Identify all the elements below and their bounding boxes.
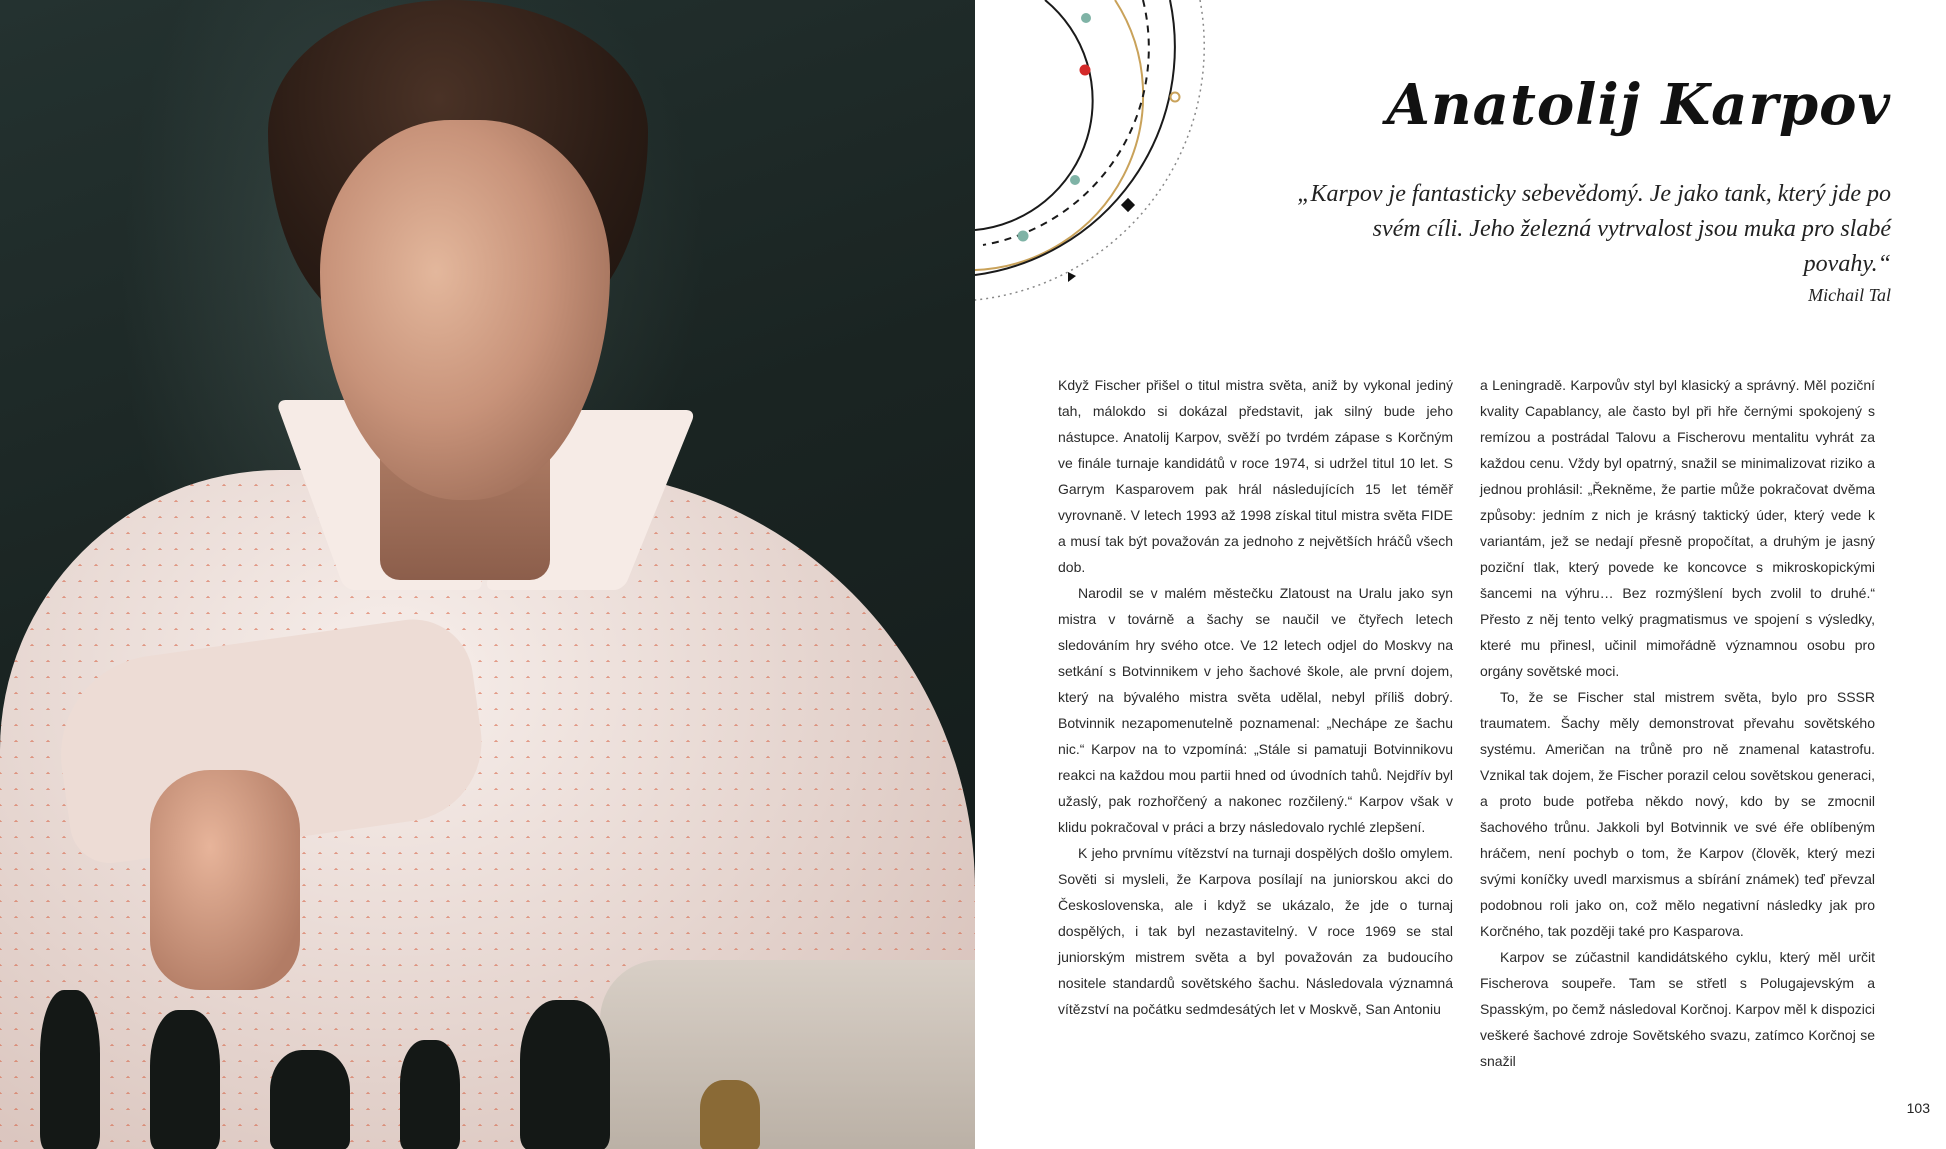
paragraph: Když Fischer přišel o titul mistra světa, aniž by vykonal jediný tah, málokdo si dokázal představit, jak silný bude jeho nástupce. Anatolij Karpov, svěží po tvrdém zápase s Korčným ve finále turnaje kandidátů v roce 1974, si udržel titul 10 let. S Garrym Kasparovem pak hrál následujících 15 let téměř vyrovnaně. V letech 1993 až 1998 získal titul mistra světa FIDE a musí tak být považován za jednoho z největších hráčů všech dob.	[1058, 377, 1453, 575]
chess-piece-icon	[40, 990, 100, 1149]
chess-piece-icon	[150, 1010, 220, 1149]
text-page	[975, 0, 1946, 1149]
paragraph: a Leningradě. Karpovův styl byl klasický a správný. Měl poziční kvality Capablancy, ale často byl při hře černými spokojený s remízou a postrádal Talovu a Fischerovu mentalitu vyhrát za každou cenu. Vždy byl opatrný, snažil se minimalizovat riziko a jednou prohlásil: „Řekněme, že partie může pokračovat dvěma způsoby: jedním z nich je krásný taktický úder, který vede k variantám, jež se nedají přesně propočítat, a druhým je jasný poziční tlak, který povede ke koncovce s mikroskopickými šancemi na výhru… Bez rozmýšlení bych zvolil to druhé.“ Přesto z něj tento velký pragmatismus ve spojení s výsledky, které mu přinesl, učinil mimořádně významnou osobu pro orgány sovětské moci.	[1480, 377, 1875, 679]
page-number: 103	[1906, 1100, 1930, 1116]
paragraph: Karpov se zúčastnil kandidátského cyklu, který měl určit Fischerova soupeře. Tam se střetl s Polugajevským a Spasským, po čemž následoval Korčnoj. Karpov měl k dispozici veškeré šachové zdroje Sovětského svazu, zatímco Korčnoj se snažil	[1480, 949, 1875, 1069]
paragraph: To, že se Fischer stal mistrem světa, bylo pro SSSR traumatem. Šachy měly demonstrovat převahu sovětského systému. Američan na trůně pro ně znamenal katastrofu. Vznikal tak dojem, že Fischer porazil celou sovětskou generaci, a proto bude potřeba někdo nový, kdo by se zmocnil šachového trůnu. Jakkoli byl Botvinnik ve své éře oblíbeným hráčem, není pochyb o tom, že Karpov (člověk, který mezi svými koníčky uvedl marxismus a sbírání známek) teď převzal podobnou roli jako on, což mělo negativní následky jak pro Korčného, tak později také pro Kasparova.	[1480, 689, 1875, 939]
page-title: Anatolij Karpov	[1386, 72, 1891, 138]
photo-hand	[150, 770, 300, 990]
text-column-right	[1480, 372, 1875, 1074]
photo-lap	[600, 960, 975, 1149]
chess-piece-icon	[520, 1000, 610, 1149]
paragraph: Narodil se v malém městečku Zlatoust na Uralu jako syn mistra v továrně a šachy se naučil ve čtyřech letech sledováním hry svého otce. Ve 12 letech odjel do Moskvy na setkání s Botvinnikem v jeho šachové škole, ale první dojem, který na bývalého mistra světa udělal, nebyl příliš dobrý. Botvinnik nezapomenutelně poznamenal: „Nechápe ze šachu nic.“ Karpov na to vzpomíná: „Stále si pamatuji Botvinnikovu reakci na každou mou partii hned od úvodních tahů. Nejdřív byl užaslý, pak rozhořčený a nakonec rozčilený.“ Karpov však v klidu pokračoval v práci a brzy následovalo rychlé zlepšení.	[1058, 585, 1453, 835]
chess-piece-icon	[400, 1040, 460, 1149]
paragraph: K jeho prvnímu vítězství na turnaji dospělých došlo omylem. Sověti si mysleli, že Karpova posílají na juniorskou akci do Československa, ale i když se ukázalo, že jde o turnaj dospělých, i tak byl nezastavitelný. V roce 1969 se stal juniorským mistrem světa a byl považován za budoucího nositele standardů sovětského šachu. Následovala významná vítězství na počátku sedmdesátých let v Moskvě, San Antoniu	[1058, 845, 1453, 1017]
chess-piece-icon	[270, 1050, 350, 1149]
orbit-decoration-icon	[975, 0, 1215, 310]
text-column-left	[1058, 372, 1453, 1022]
epigraph-author: Michail Tal	[1808, 285, 1891, 305]
epigraph-quote: „Karpov je fantasticky sebevědomý. Je jako tank, který jde po svém cíli. Jeho železná vytrvalost jsou muka pro slabé povahy.“	[1297, 181, 1891, 277]
chess-piece-icon	[700, 1080, 760, 1149]
